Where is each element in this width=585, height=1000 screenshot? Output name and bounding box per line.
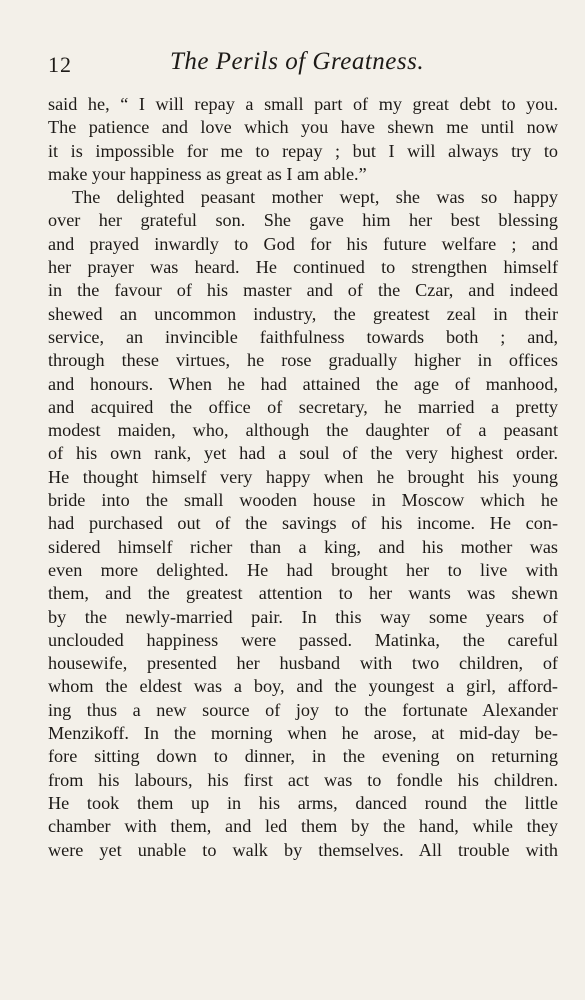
text-line: of his own rank, yet had a soul of the very highest order. [48, 443, 558, 464]
text-line: in the favour of his master and of the Czar, and indeed [48, 280, 558, 301]
text-line: He took them up in his arms, danced round the little [48, 792, 558, 813]
text-line: her prayer was heard. He continued to strengthen himself [48, 257, 558, 278]
page-number: 12 [48, 52, 72, 77]
text-line: said he, “ I will repay a small part of my great debt to you. [48, 94, 558, 114]
text-line: He thought himself very happy when he brought his young [48, 466, 558, 487]
text-line: from his labours, his first act was to fondle his children. [48, 769, 558, 790]
text-line: whom the eldest was a boy, and the youngest a girl, afford- [48, 676, 558, 697]
text-line: The patience and love which you have shewn me until now [48, 117, 558, 138]
text-line: sidered himself richer than a king, and his mother was [48, 536, 558, 557]
body-text [48, 93, 558, 862]
text-line: modest maiden, who, although the daughter of a peasant [48, 420, 558, 441]
text-line: service, an invincible faithfulness towards both ; and, [48, 326, 558, 347]
text-line: by the newly-married pair. In this way some years of [48, 606, 558, 627]
text-line: chamber with them, and led them by the hand, while they [48, 816, 558, 837]
text-line: and prayed inwardly to God for his future welfare ; and [48, 233, 558, 254]
text-line: bride into the small wooden house in Moscow which he [48, 490, 558, 511]
running-title: The Perils of Greatness. [170, 48, 425, 75]
text-line: The delighted peasant mother wept, she was so happy [72, 187, 558, 208]
text-line: through these virtues, he rose gradually higher in offices [48, 350, 558, 371]
text-line: unclouded happiness were passed. Matinka, the careful [48, 629, 558, 650]
text-line: and acquired the office of secretary, he married a pretty [48, 396, 558, 417]
text-line: even more delighted. He had brought her to live with [48, 559, 558, 580]
text-line: Menzikoff. In the morning when he arose, at mid-day be- [48, 723, 558, 744]
text-line: it is impossible for me to repay ; but I will always try to [48, 140, 558, 161]
text-line: them, and the greatest attention to her wants was shewn [48, 583, 558, 604]
text-line: and honours. When he had attained the age of manhood, [48, 373, 558, 394]
text-line: shewed an uncommon industry, the greatest zeal in their [48, 303, 558, 324]
text-line: make your happiness as great as I am able.” [48, 163, 367, 184]
text-line: over her grateful son. She gave him her best blessing [48, 210, 558, 231]
text-line: ing thus a new source of joy to the fortunate Alexander [48, 699, 558, 720]
page-header [48, 48, 548, 82]
text-line: were yet unable to walk by themselves. All trouble with [48, 839, 558, 860]
text-line: housewife, presented her husband with two children, of [48, 653, 558, 674]
text-line: had purchased out of the savings of his income. He con- [48, 513, 558, 534]
text-line: fore sitting down to dinner, in the evening on returning [48, 746, 558, 767]
